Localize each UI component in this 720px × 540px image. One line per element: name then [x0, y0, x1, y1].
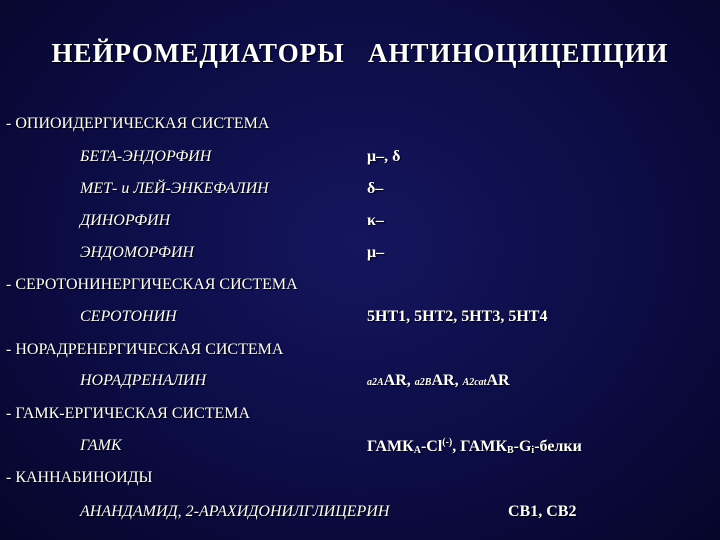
substance-endomorphin: ЭНДОМОРФИН — [80, 244, 194, 261]
substance-enkephalin: МЕТ- и ЛЕЙ-ЭНКЕФАЛИН — [80, 180, 269, 197]
substance-gaba: ГАМК — [80, 437, 122, 454]
receptor-subscript-b: B — [506, 445, 514, 456]
receptor-sub-a2a: a2A — [367, 377, 384, 388]
receptor-superscript-charge: (-) — [442, 437, 453, 448]
receptor-gaba — [367, 437, 582, 456]
receptor-sub-a2cat: A2cat — [462, 377, 487, 388]
receptor-sub-a2b: a2B — [414, 377, 432, 388]
substance-dynorphin: ДИНОРФИН — [80, 212, 171, 229]
receptor-subscript-a: A — [413, 445, 421, 456]
receptor-cannabinoid: CB1, CB2 — [508, 503, 577, 520]
receptor-enkephalin: δ– — [367, 180, 384, 197]
substance-serotonin: СЕРОТОНИН — [80, 308, 177, 325]
substance-anandamide: АНАНДАМИД, 2-АРАХИДОНИЛГЛИЦЕРИН — [80, 503, 390, 520]
receptor-endomorphin: μ– — [367, 244, 385, 261]
substance-beta-endorphin: БЕТА-ЭНДОРФИН — [80, 148, 212, 165]
receptor-text: AR, — [383, 372, 415, 389]
receptor-beta-endorphin: μ–, δ — [367, 148, 401, 165]
receptor-serotonin: 5HT1, 5HT2, 5HT3, 5HT4 — [367, 308, 548, 325]
receptor-dynorphin: κ– — [367, 212, 384, 229]
system-heading-gaba: - ГАМК-ЕРГИЧЕСКАЯ СИСТЕМА — [6, 405, 251, 422]
receptor-text: -белки — [534, 438, 582, 455]
receptor-text: AR — [486, 372, 510, 389]
system-heading-serotonin: - СЕРОТОНИНЕРГИЧЕСКАЯ СИСТЕМА — [6, 276, 298, 293]
receptor-text: -G — [513, 438, 532, 455]
receptor-text: , ГАМК — [452, 438, 507, 455]
system-heading-opioid: - ОПИОИДЕРГИЧЕСКАЯ СИСТЕМА — [6, 115, 270, 132]
slide-title: НЕЙРОМЕДИАТОРЫ АНТИНОЦИЦЕПЦИИ — [51, 38, 669, 68]
receptor-text: ГАМК — [367, 438, 414, 455]
system-heading-cannabinoids: - КАННАБИНОИДЫ — [6, 469, 153, 486]
receptor-noradrenaline — [367, 372, 510, 390]
receptor-text: -Cl — [420, 438, 443, 455]
receptor-text: AR, — [431, 372, 463, 389]
receptor-subscript-i: i — [531, 445, 535, 456]
substance-noradrenaline: НОРАДРЕНАЛИН — [80, 372, 207, 389]
system-heading-noradrenergic: - НОРАДРЕНЕРГИЧЕСКАЯ СИСТЕМА — [6, 341, 284, 358]
